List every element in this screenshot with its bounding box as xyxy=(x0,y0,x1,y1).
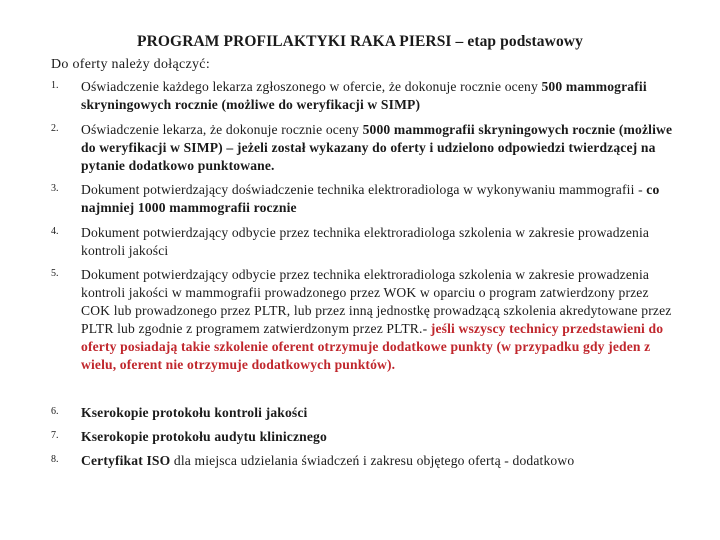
list-item-text-part: Oświadczenie każdego lekarza zgłoszonego w ofercie, że dokonuje rocznie oceny xyxy=(81,79,542,94)
list-item-text-part: 5000 mammografii skryningowych rocznie (możliwe do weryfikacji w SIMP) – jeżeli został wykazany do oferty i udzielono odpowiedzi twierdzącej na pytanie dodatkowo punktowane. xyxy=(81,122,673,173)
list-item-text xyxy=(81,121,675,175)
list-item-number: 7. xyxy=(51,430,59,441)
list-item-text-part: Dokument potwierdzający odbycie przez technika elektroradiologa szkolenia w zakresie prowadzenia kontroli jakości w mammografii prowadzonego przez WOK w oparciu o program zatwierdzony przez COK lub prowadzonego przez PLTR, lub przez inną jednostkę prowadzącą szkolenia akredytowane przez PLTR lub zgodnie z programem zatwierdzonym przez PLTR.- xyxy=(81,267,672,336)
list-item-text xyxy=(81,224,675,260)
list-item-text-part: jeśli wszyscy technicy przedstawieni do oferty posiadają takie szkolenie oferent otrzymuje dodatkowe punkty (w przypadku gdy jeden z wielu, oferent nie otrzymuje dodatkowych punktów). xyxy=(81,321,664,372)
list-item-text-part: Oświadczenie lekarza, że dokonuje rocznie oceny xyxy=(81,122,363,137)
list-item-text-part: Kserokopie protokołu audytu klinicznego xyxy=(81,429,327,444)
list-item-number: 2. xyxy=(51,123,59,134)
list-item-text xyxy=(81,266,675,374)
list-item-text-part: Dokument potwierdzający odbycie przez technika elektroradiologa szkolenia w zakresie prowadzenia kontroli jakości xyxy=(81,225,650,258)
list-item-text-part: 500 mammografii skryningowych rocznie (możliwe do weryfikacji w SIMP) xyxy=(81,79,647,112)
list-item-number: 8. xyxy=(51,454,59,465)
list-item-text xyxy=(81,78,675,114)
list-item-text xyxy=(81,404,675,422)
list-item-number: 5. xyxy=(51,268,59,279)
list-item-text-part: co najmniej 1000 mammografii rocznie xyxy=(81,182,660,215)
list-item-text-part: Kserokopie protokołu kontroli jakości xyxy=(81,405,308,420)
list-item-text xyxy=(81,428,675,446)
list-item-text xyxy=(81,181,675,217)
list-item-number: 6. xyxy=(51,406,59,417)
list-item-text-part: Dokument potwierdzający doświadczenie technika elektroradiologa w wykonywaniu mammografii - xyxy=(81,182,647,197)
list-item-text-part: Certyfikat ISO xyxy=(81,453,171,468)
list-item-text xyxy=(81,452,675,470)
intro-text: Do oferty należy dołączyć: xyxy=(51,57,211,72)
page-title: PROGRAM PROFILAKTYKI RAKA PIERSI – etap podstawowy xyxy=(137,33,583,50)
list-item-number: 1. xyxy=(51,80,59,91)
list-item-number: 4. xyxy=(51,226,59,237)
list-item-number: 3. xyxy=(51,183,59,194)
list-item-text-part: dla miejsca udzielania świadczeń i zakresu objętego ofertą - dodatkowo xyxy=(170,453,575,468)
